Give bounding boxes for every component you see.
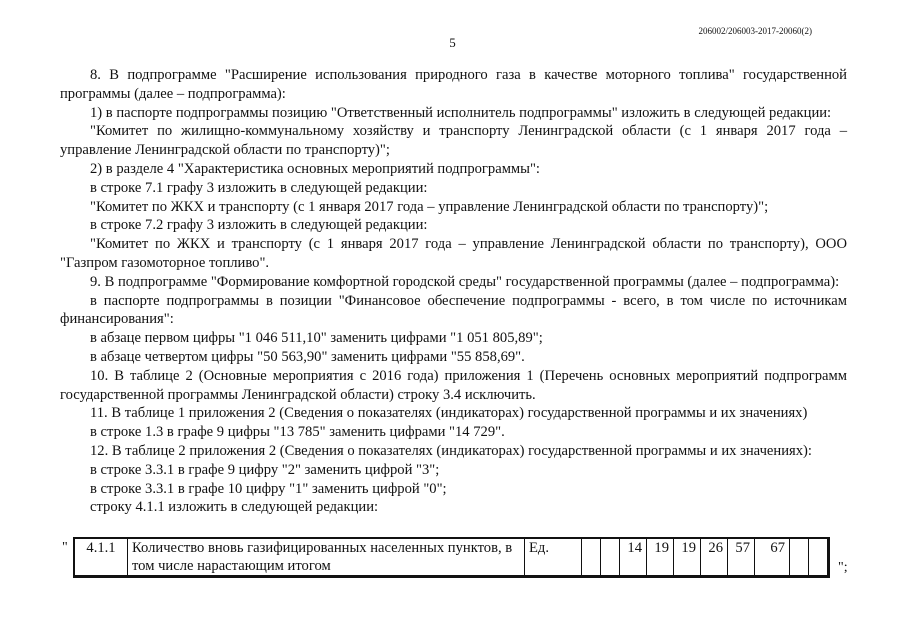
value-cell: [582, 539, 601, 576]
value-cell: 19: [674, 539, 701, 576]
document-body: [60, 66, 847, 517]
opening-quote: ": [62, 540, 68, 555]
paragraph: в строке 1.3 в графе 9 цифры "13 785" заменить цифрами "14 729".: [90, 424, 505, 441]
paragraph: 8. В подпрограмме "Расширение использования природного газа в качестве моторного топлива" государственной программы (далее – подпрограмма):: [60, 67, 847, 102]
closing-quote: ";: [838, 560, 848, 575]
paragraph: 11. В таблице 1 приложения 2 (Сведения о показателях (индикаторах) государственной программы и их значениях): [90, 405, 808, 422]
table-row: [75, 539, 828, 576]
paragraph: в строке 3.3.1 в графе 10 цифру "1" заменить цифрой "0";: [90, 480, 447, 497]
paragraph: 9. В подпрограмме "Формирование комфортной городской среды" государственной программы (далее – подпрограмма):: [90, 273, 840, 290]
paragraph: в строке 3.3.1 в графе 9 цифру "2" заменить цифрой "3";: [90, 461, 440, 478]
paragraph: 10. В таблице 2 (Основные мероприятия с 2016 года) приложения 1 (Перечень основных мероприятий подпрограмм государственной программы Ленинградской области) строку 3.4 исключить.: [60, 367, 847, 403]
value-cell: [809, 539, 828, 576]
paragraph: в строке 7.1 графу 3 изложить в следующей редакции:: [90, 179, 428, 196]
paragraph: "Комитет по ЖКХ и транспорту (с 1 января 2017 года – управление Ленинградской области по транспорту), ООО "Газпром газомоторное топливо".: [60, 236, 847, 271]
replacement-table-row: [60, 538, 850, 578]
row-code-cell: 4.1.1: [75, 539, 128, 576]
page-number: 5: [449, 35, 456, 50]
unit-cell: Ед.: [525, 539, 582, 576]
paragraph: в абзаце четвертом цифры "50 563,90" заменить цифрами "55 858,69".: [90, 348, 525, 365]
paragraph: строку 4.1.1 изложить в следующей редакции:: [90, 499, 379, 516]
indicator-table: [74, 538, 828, 576]
value-cell: 57: [728, 539, 755, 576]
document-id: 206002/206003-2017-20060(2): [698, 26, 812, 36]
value-cell: 14: [620, 539, 647, 576]
value-cell: 19: [647, 539, 674, 576]
paragraph: "Комитет по жилищно-коммунальному хозяйству и транспорту Ленинградской области (с 1 января 2017 года – управление Ленинградской области по транспорту)";: [60, 123, 847, 159]
indicator-name-cell: Количество вновь газифицированных населенных пунктов, в том числе нарастающим итогом: [128, 539, 525, 576]
paragraph: в абзаце первом цифры "1 046 511,10" заменить цифрами "1 051 805,89";: [90, 330, 543, 347]
value-cell: [790, 539, 809, 576]
value-cell: 26: [701, 539, 728, 576]
paragraph: 12. В таблице 2 приложения 2 (Сведения о показателях (индикаторах) государственной программы и их значениях):: [90, 442, 812, 459]
paragraph: в паспорте подпрограммы в позиции "Финансовое обеспечение подпрограммы - всего, в том числе по источникам финансирования":: [60, 292, 847, 328]
paragraph: "Комитет по ЖКХ и транспорту (с 1 января 2017 года – управление Ленинградской области по транспорту)";: [90, 198, 769, 215]
value-cell: 67: [755, 539, 790, 576]
paragraph: 1) в паспорте подпрограммы позицию "Ответственный исполнитель подпрограммы" изложить в следующей редакции:: [90, 104, 832, 121]
paragraph: в строке 7.2 графу 3 изложить в следующей редакции:: [90, 217, 428, 234]
value-cell: [601, 539, 620, 576]
paragraph: 2) в разделе 4 "Характеристика основных мероприятий подпрограммы":: [90, 160, 540, 177]
